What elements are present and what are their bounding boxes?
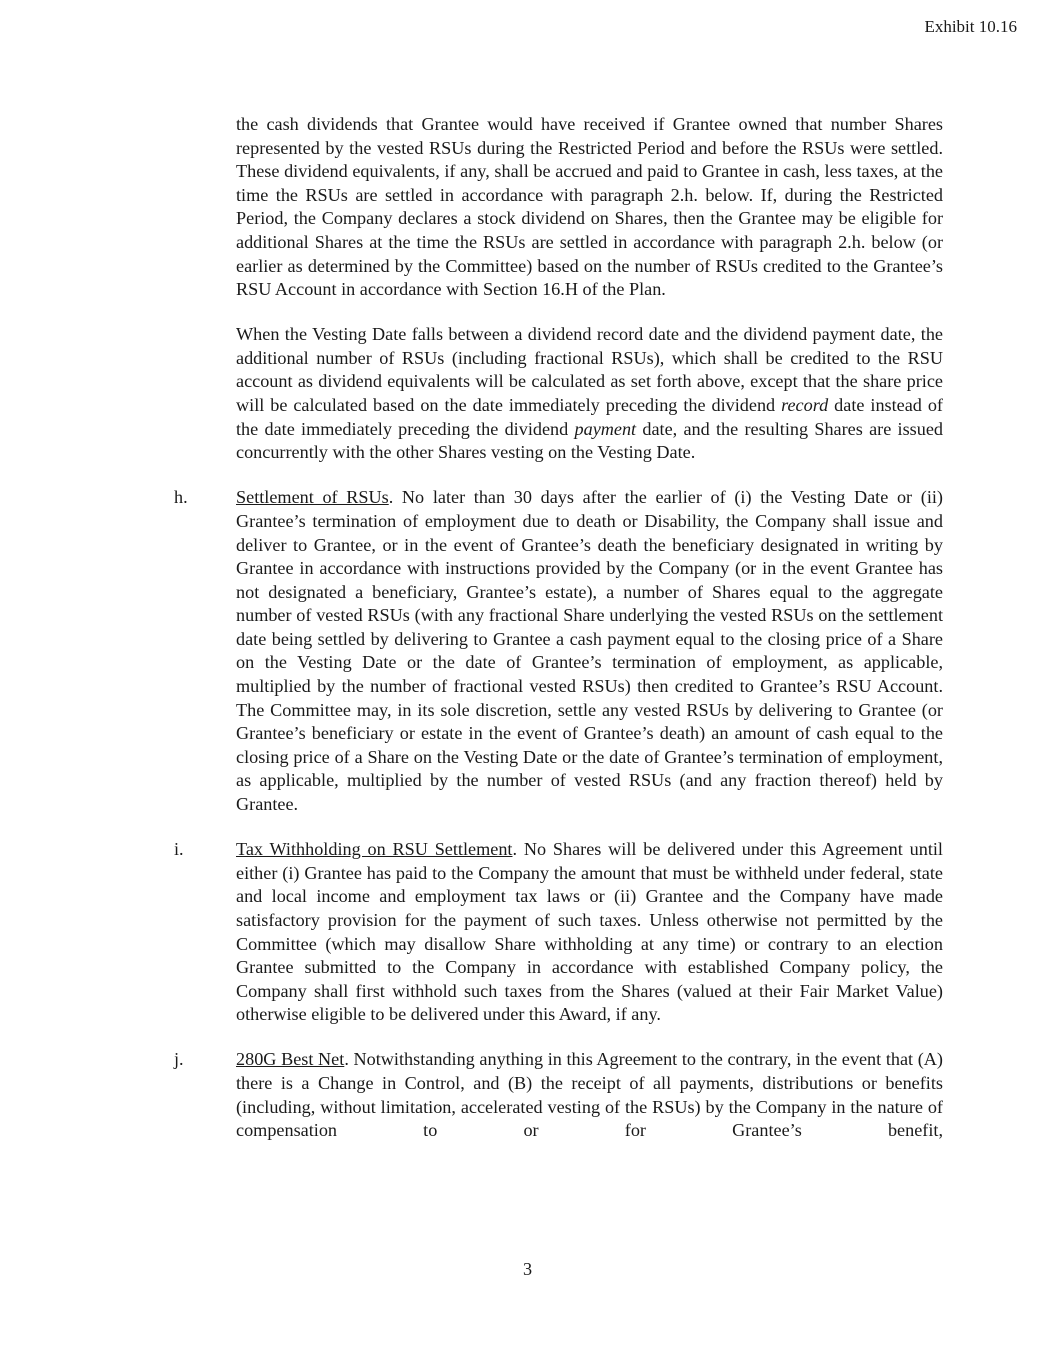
item-heading: 280G Best Net <box>236 1049 345 1070</box>
section-j-280g <box>174 1048 943 1142</box>
paragraph-vesting-date <box>236 323 943 465</box>
item-label: j. <box>174 1049 184 1070</box>
exhibit-label: Exhibit 10.16 <box>924 17 1017 36</box>
section-i-tax-withholding <box>174 838 943 1027</box>
text: date, and the resulting Shares are issued concurrently with the other Shares vesting on the Vesting Date. <box>236 418 943 463</box>
item-heading: Tax Withholding on RSU Settlement <box>236 839 513 860</box>
text: When the Vesting Date falls between a dividend record date and the dividend payment date, the additional number of RSUs (including fractional RSUs), which shall be credited to the RSU account as dividend equivalents will be calculated as set forth above, except that the share price will be calculated based on the date immediately preceding the dividend <box>236 324 943 416</box>
item-heading: Settlement of RSUs <box>236 487 389 508</box>
italic-payment: payment <box>574 418 637 439</box>
section-h-settlement <box>174 486 943 816</box>
item-text: . Notwithstanding anything in this Agreement to the contrary, in the event that (A) there is a Change in Control, and (B) the receipt of all payments, distributions or benefits (including, without limitation, accelerated vesting of the RSUs) by the Company in the nature of compensation to or for Grantee’s benefit, <box>236 1049 943 1141</box>
document-body <box>174 113 943 1164</box>
item-label: i. <box>174 839 184 860</box>
page-number: 3 <box>522 1259 533 1279</box>
italic-record: record <box>781 395 829 416</box>
paragraph-dividends: the cash dividends that Grantee would have received if Grantee owned that number Shares represented by the vested RSUs during the Restricted Period and before the RSUs were settled. These dividend equivalents, if any, shall be accrued and paid to Grantee in cash, less taxes, at the time the RSUs are settled in accordance with paragraph 2.h. below. If, during the Restricted Period, the Company declares a stock dividend on Shares, then the Grantee may be eligible for additional Shares at the time the RSUs are settled in accordance with paragraph 2.h. below (or earlier as determined by the Committee) based on the number of RSUs credited to the Grantee’s RSU Account in accordance with Section 16.H of the Plan. <box>236 114 943 300</box>
item-label: h. <box>174 487 188 508</box>
text: date instead of the date immediately preceding the dividend <box>236 395 943 439</box>
item-text: . No Shares will be delivered under this Agreement until either (i) Grantee has paid to the Company the amount that must be withheld under federal, state and local income and employment tax laws or (ii) Grantee and the Company have made satisfactory provision for the payment of such taxes. Unless otherwise not permitted by the Committee (which may disallow Share withholding at any time) or contrary to an election Grantee submitted to the Company in accordance with established Company policy, the Company shall first withhold such taxes from the Shares (valued at their Fair Market Value) otherwise eligible to be delivered under this Award, if any. <box>236 839 943 1025</box>
item-text: . No later than 30 days after the earlier of (i) the Vesting Date or (ii) Grantee’s termination of employment due to death or Disability, the Company shall issue and deliver to Grantee, or in the event of Grantee’s death the beneficiary designated in writing by Grantee in accordance with instructions provided by the Company (or in the event Grantee has not designated a beneficiary, Grantee’s estate), a number of Shares equal to the aggregate number of vested RSUs (with any fractional Share underlying the vested RSUs on the settlement date being settled by delivering to Grantee a cash payment equal to the closing price of a Share on the Vesting Date or the date of Grantee’s termination of employment, as applicable, multiplied by the number of fractional vested RSUs) then credited to Grantee’s RSU Account. The Committee may, in its sole discretion, settle any vested RSUs by delivering to Grantee (or Grantee’s beneficiary or estate in the event of Grantee’s death) an amount of cash equal to the closing price of a Share on the Vesting Date or the date of Grantee’s termination of employment, as applicable, multiplied by the number of vested RSUs (and any fraction thereof) held by Grantee. <box>236 487 943 815</box>
